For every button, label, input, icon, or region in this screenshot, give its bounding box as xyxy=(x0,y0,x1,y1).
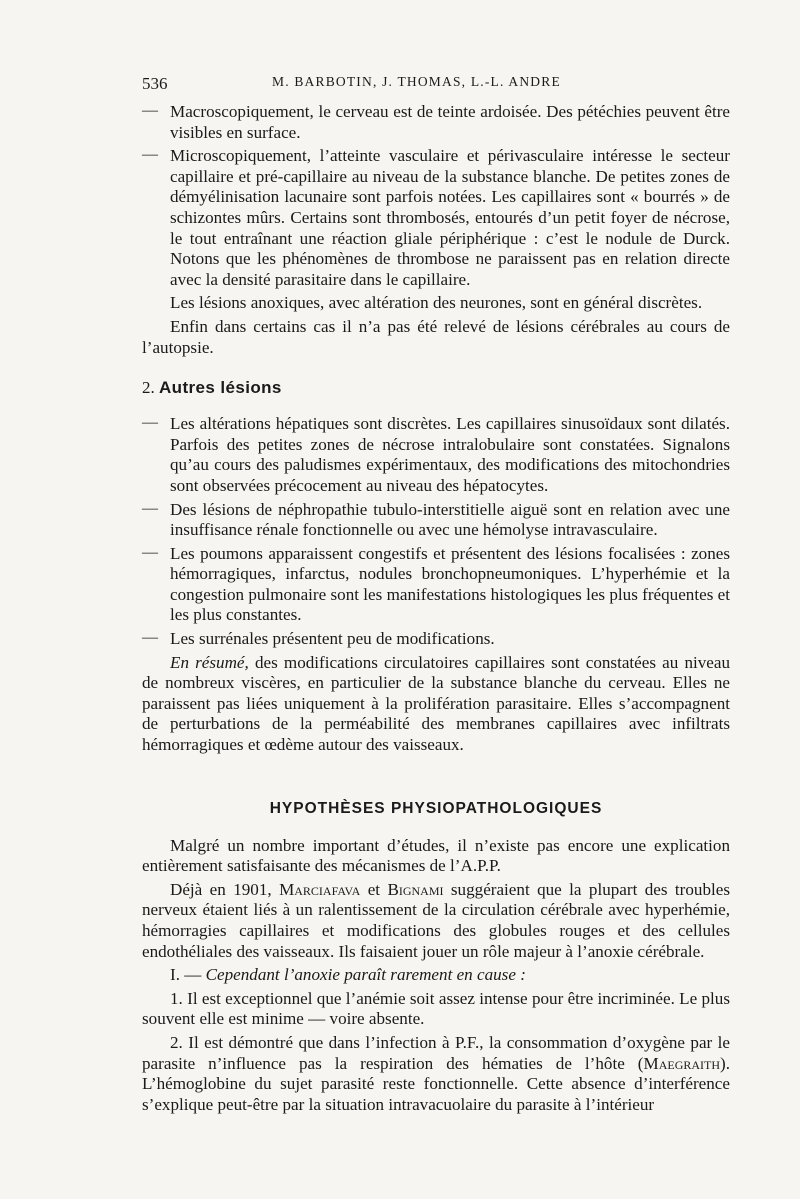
paragraph: Les lésions anoxiques, avec altération des neurones, sont en général discrètes. xyxy=(170,293,703,313)
page xyxy=(142,74,730,1115)
page-header xyxy=(142,74,730,94)
list-item-text: Macroscopiquement, le cerveau est de teinte ardoisée. Des pétéchies peuvent être visibles en surface. xyxy=(170,102,730,142)
dash-marker: — xyxy=(142,629,158,647)
list-item-text: Les poumons apparaissent congestifs et présentent des lésions focalisées : zones hémorragiques, infarctus, nodules bronchopneumoniques. L’hyperhémie et la congestion pulmonaire sont les manifestations histologiques les plus fréquentes et les plus constantes. xyxy=(170,543,730,625)
numbered-point xyxy=(142,1033,730,1115)
section-number: 2. xyxy=(142,378,155,398)
dash-marker: — xyxy=(142,102,158,119)
list-item xyxy=(142,544,730,626)
author-name: Marciafava xyxy=(279,879,361,899)
numbered-point: 1. Il est exceptionnel que l’anémie soit assez intense pour être incriminée. Le plus souvent elle est minime — voire absente. xyxy=(142,988,730,1029)
list-item-text: Microscopiquement, l’atteinte vasculaire et périvasculaire intéresse le secteur capillaire et pré-capillaire au niveau de la substance blanche. De petites zones de démyélinisation lacunaire sont parfois notées. Les capillaires sont « bourrés » de schizontes mûrs. Certains sont thrombosés, entourés d’un petit foyer de nécrose, le tout entraînant une réaction gliale périphérique : c’est le nodule de Durck. Notons que les phénomènes de thrombose ne paraissent pas en relation directe avec la densité parasitaire dans le capillaire. xyxy=(170,146,730,289)
section-heading xyxy=(142,378,730,398)
dash-marker: — xyxy=(142,146,158,164)
point-text: ). L’hémoglobine du sujet parasité reste fonctionnelle. Cette absence d’interférence s’explique peut-être par la situation intravacuolaire du parasite à l’intérieur xyxy=(142,1053,730,1114)
running-head: M. BARBOTIN, J. THOMAS, L.-L. ANDRE xyxy=(272,74,561,89)
dash-marker: — xyxy=(142,499,158,517)
chapter-title: HYPOTHÈSES PHYSIOPATHOLOGIQUES xyxy=(269,799,603,817)
roman-heading xyxy=(142,965,730,986)
summary-lead: En résumé, xyxy=(170,652,249,672)
dash-marker: — xyxy=(142,543,158,561)
list-item xyxy=(142,629,730,650)
list-item xyxy=(142,414,730,496)
section-title: Autres lésions xyxy=(159,378,282,398)
page-number: 536 xyxy=(142,74,168,93)
paragraph: Malgré un nombre important d’études, il n’existe pas encore une explication entièrement satisfaisante des mécanismes de l’A.P.P. xyxy=(142,835,730,876)
roman-number: I. — xyxy=(170,965,206,985)
dash-marker: — xyxy=(142,414,158,432)
summary-paragraph xyxy=(142,653,730,756)
history-text: Déjà en 1901, xyxy=(170,879,280,899)
list-item xyxy=(142,500,730,541)
history-text: et xyxy=(360,879,388,899)
history-paragraph xyxy=(142,880,730,962)
paragraph: Enfin dans certains cas il n’a pas été relevé de lésions cérébrales au cours de l’autopsie. xyxy=(142,316,730,357)
author-name: Maegraith xyxy=(643,1053,721,1073)
list-item xyxy=(142,146,730,290)
history-text: suggéraient que la plupart des troubles nerveux étaient liés à un ralentissement de la circulation cérébrale avec hyperhémie, hémorragies capillaires et modifications des globules rouges et des cellules endothéliales des vaisseaux. Ils faisaient jouer un rôle majeur à l’anoxie cérébrale. xyxy=(142,879,730,961)
list-item-text: Les altérations hépatiques sont discrètes. Les capillaires sinusoïdaux sont dilatés. Parfois des petites zones de nécrose intralobulaire sont constatées. Signalons qu’au cours des paludismes expérimentaux, des modifications des mitochondries sont observées précocement au niveau des hépatocytes. xyxy=(170,414,730,495)
summary-text: des modifications circulatoires capillaires sont constatées au niveau de nombreux viscères, en particulier de la substance blanche du cerveau. Elles ne paraissent pas liées uniquement à la prolifération parasitaire. Elles s’accompagnent de perturbations de la perméabilité des membranes capillaires avec infiltrats hémorragiques et œdème autour des vaisseaux. xyxy=(142,652,731,755)
list-item-text: Des lésions de néphropathie tubulo-interstitielle aiguë sont en relation avec une insuffisance rénale fonctionnelle ou avec une hémolyse intravasculaire. xyxy=(170,499,730,540)
point-text: 2. Il est démontré que dans l’infection à P.F., la consommation d’oxygène par le parasite n’influence pas la respiration des hématies de l’hôte ( xyxy=(142,1032,730,1073)
list-item-text: Les surrénales présentent peu de modifications. xyxy=(170,629,495,649)
roman-text: Cependant l’anoxie paraît rarement en cause : xyxy=(205,965,526,985)
author-name: Bignami xyxy=(387,879,444,899)
list-item xyxy=(142,102,730,143)
